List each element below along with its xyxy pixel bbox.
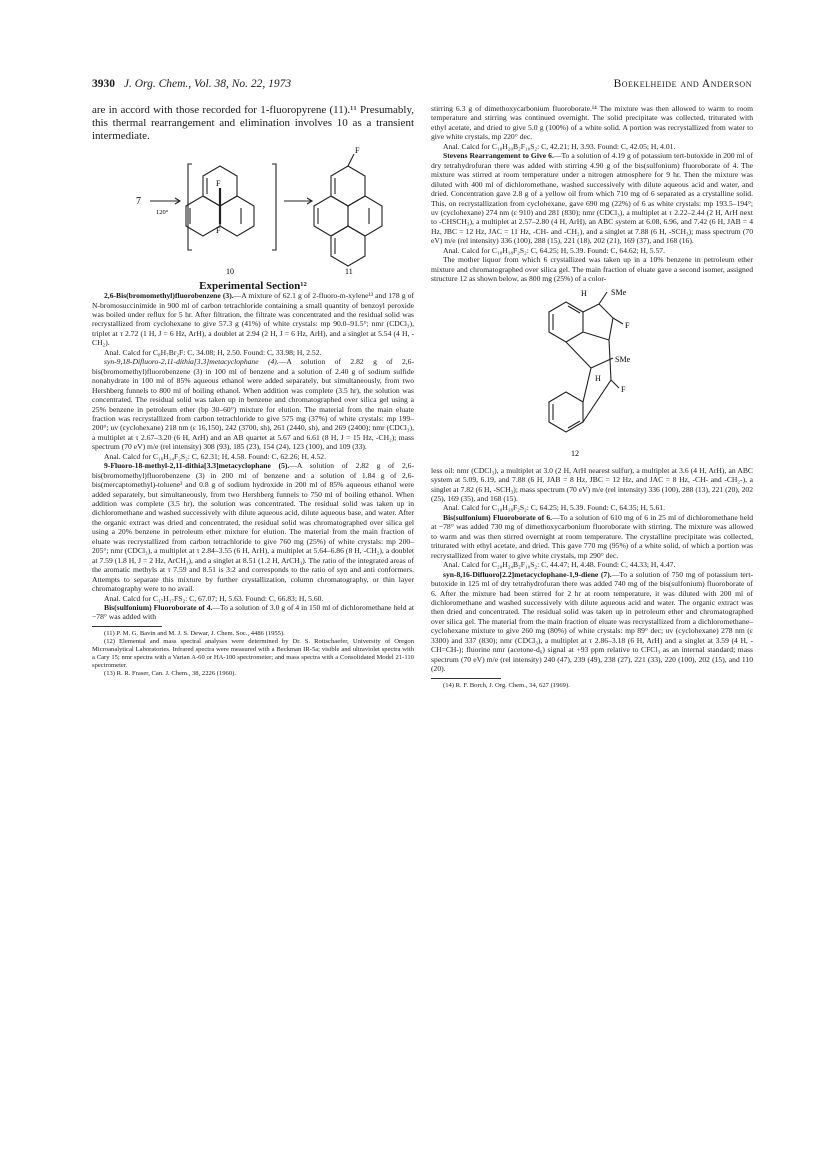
compound-5-body: —A solution of 2.82 g of 2,6-bis(bromomethyl)fluorobenzene (3) in 200 ml of benzene and a solution of 1.84 g of 2,6-bis(mercaptomethyl)-toluene³ and 0.8 g of sodium hydroxide in 200 ml of 85% aqueous ethanol were added separately, but simultaneously, from two Hershberg funnels to 750 ml of boiling ethanol. When addition was complete (3.5 hr), the solution was concentrated. The residual solid was taken up in dichloromethane and washed successively with dilute aqueous acid, dilute aqueous base, and water. After the organic extract was dried and concentrated, the residual solid was chromatographed over silica gel using a 20% benzene in petroleum ether mixture for elution. The material from the main fraction of eluate was recrystallized from carbon tetrachloride to give 760 mg (25%) of white crystals: mp 200–205°; nmr (CDCl₃), a multiplet at τ 2.84–3.55 (6 H, ArH), a multiplet at 5.64–6.86 (8 H, -CH₂), a doublet at 7.59 (1.8 H, J = 2 Hz, ArCH₃), and a singlet at 8.51 (1.2 H, ArCH₃). The ratio of the integrated areas of the aromatic methyls at τ 7.59 and 8.51 is 3:2 and corresponds to the ratio of syn and anti conformers. Attempts to separate this mixture by further crystallization, column chromatography, or thin layer chromatography were to no avail.	[92, 461, 414, 594]
footnote-12: (12) Elemental and mass spectral analyses were determined by Dr. S. Rottschaefer, University of Oregon Microanalytical Laboratories. Infrared spectra were measured with a Beckman IR-5a; visible and ultraviolet spectra with a Cary 15; nmr spectra with a Varian A-60 or HA-100 spectrometer; and mass spectra with a Consolidated Model 21-110 spectrometer.	[92, 638, 414, 670]
section-heading: Experimental Section¹²	[199, 279, 307, 292]
footnote-rule	[92, 626, 162, 627]
left-column	[92, 104, 414, 678]
page-number: 3930	[92, 78, 115, 90]
struct-f-mid: F	[621, 384, 626, 394]
page-header	[92, 78, 752, 90]
paragraph-mother-liquor: The mother liquor from which 6 crystallized was taken up in a 10% benzene in petroleum ether mixture and chromatographed over silica gel. The main fraction of eluate gave a second isomer, assigned structure 12 as shown below, as 800 mg (25%) of a color-	[431, 255, 753, 284]
paragraph-stevens	[431, 151, 753, 246]
scheme-label-temp: 120°	[156, 208, 169, 216]
paragraph-continued: stirring 6.3 g of dimethoxycarbonium fluoroborate.¹⁴ The mixture was then allowed to warm to room temperature and stirring was continued overnight. The solid precipitate was collected, triturated with ethyl acetate, and dried to give 5.0 g (100%) of a white solid. A portion was recrystallized from water to give white crystals, mp 220° dec.	[431, 104, 753, 142]
paragraph-compound-7	[431, 570, 753, 674]
structure-12-drawing	[431, 284, 753, 466]
analysis-compound-4: Anal. Calcd for C₁₆H₁₄F₂S₂: C, 62.31; H, 4.58. Found: C, 62.26; H, 4.52.	[104, 451, 326, 461]
scheme-10-to-11	[92, 144, 414, 282]
footnote-rule-right	[431, 678, 501, 679]
compound-5-title: 9-Fluoro-18-methyl-2,11-dithia[3.3]metacyclophane (5).	[104, 461, 290, 471]
struct-number-12: 12	[571, 448, 579, 458]
compound-7-body: —To a solution of 750 mg of potassium tert-butoxide in 125 ml of dry tetrahydrofuran there was added 740 mg of the bis(sulfonium) fluoroborate of 6. After the mixture had been stirred for 2 hr at room temperature, it was diluted with 200 ml of dichloromethane and washed successively with dilute aqueous acid and water. The organic extract was then dried and concentrated. The residual solid was taken up in petroleum ether and chromatographed over silica gel. The material from the main fraction of eluate was recrystallized from a dichloromethane–cyclohexane mixture to give 260 mg (80%) of white crystals: mp 89° dec; uv (cyclohexane) 278 nm (ε 3300) and 337 (830); nmr (CDCl₃), a multiplet at τ 2.86–3.18 (6 H, ArH) and a singlet at 3.59 (4 H, -CH=CH-); fluorine nmr (acetone-d₆) signal at +93 ppm relative to CFCl₃ as an internal standard; mass spectrum (70 eV) m/e (rel intensity) 240 (47), 239 (49), 238 (27), 221 (33), 220 (100), 202 (15), and 110 (20).	[431, 569, 753, 674]
analysis-compound-3: Anal. Calcd for C₈H₇Br₂F: C, 34.08; H, 2.50. Found: C, 33.98; H, 2.52.	[104, 347, 322, 357]
structure-12	[431, 284, 753, 466]
journal-citation: J. Org. Chem., Vol. 38, No. 22, 1973	[123, 78, 292, 90]
scheme-label-7: 7	[136, 195, 141, 207]
scheme-compound-11: 11	[345, 266, 353, 276]
struct-h-mid: H	[595, 373, 601, 383]
analysis-compound-6: Anal. Calcd for C₁₈H₁₈F₂S₂: C, 64.25; H, 5.39. Found: C, 64.62; H, 5.57.	[443, 245, 665, 255]
running-authors: Boekelheide and Anderson	[613, 78, 752, 90]
stevens-title: Stevens Rearrangement to Give 6.	[443, 151, 554, 161]
paragraph-compound-4	[92, 357, 414, 452]
paragraph-compound-5	[92, 461, 414, 593]
scheme-drawing	[92, 144, 414, 282]
analysis-fluoroborate-4: Anal. Calcd for C₁₈H₂₀B₂F₁₀S₂: C, 42.21; H, 3.93. Found: C, 42.05; H, 4.01.	[443, 141, 676, 151]
struct-h-top: H	[581, 288, 587, 298]
fluoroborate-6-body: —To a solution of 610 mg of 6 in 25 ml of dichloromethane held at −78° was added 730 mg of dimethoxycarbonium fluoroborate with stirring. The mixture was allowed to warm and was then stirred overnight at room temperature. The crystalline precipitate was collected, triturated with ethyl acetate, and dried. This gave 770 mg (95%) of a white solid, of which a portion was recrystallized from water to give white crystals, mp 290° dec.	[431, 512, 753, 560]
struct-f-top: F	[625, 320, 630, 330]
scheme-atom-f-bottom: F	[216, 225, 221, 235]
compound-4-body: —A solution of 2.82 g of 2,6-bis(bromomethyl)fluorobenzene (3) in 100 ml of benzene and a solution of 2.40 g of sodium sulfide nonahydrate in 100 ml of 85% aqueous ethanol were added separately, but simultaneously, from two Hershberg funnels to 800 ml of boiling ethanol. When addition was complete (3.5 hr), the solution was concentrated. The residual solid was taken up in benzene and chromatographed over silica gel using a 25% benzene in petroleum ether (bp 30–60°) mixture for elution. The material from the main eluate fraction was recrystallized from carbon tetrachloride to give 575 mg (37%) of white crystals: mp 199–200°; uv (cyclohexane) 218 nm (ε 16,150), 242 (3700, sh), 261 (2440, sh), and 269 (2400); nmr (CDCl₃), a multiplet at τ 2.67–3.20 (6 H, ArH) and an AB quartet at 5.67 and 6.61 (8 H, J = 15 Hz, -CH₂); mass spectrum (70 eV) m/e (rel intensity) 308 (93), 185 (23), 154 (24), 123 (100), and 109 (33).	[92, 357, 415, 452]
analysis-compound-5: Anal. Calcd for C₁₇H₁₇FS₂: C, 67.07; H, 5.63. Found: C, 66.83; H, 5.60.	[104, 593, 324, 603]
struct-sme-top: SMe	[611, 287, 627, 297]
analysis-compound-12: Anal. Calcd for C₁₈H₁₈F₂S₂: C, 64.25; H, 5.39. Found: C, 64.35; H, 5.61.	[443, 503, 665, 513]
scheme-atom-f-top: F	[216, 178, 221, 188]
analysis-fluoroborate-6: Anal. Calcd for C₂₀H₂₄B₂F₁₀S₂: C, 44.47; H, 4.48. Found: C, 44.33; H, 4.47.	[443, 560, 676, 570]
compound-3-body: —A mixture of 62.1 g of 2-fluoro-m-xylene¹³ and 178 g of N-bromosuccinimide in 900 ml of carbon tetrachloride containing a small quantity of benzoyl peroxide was boiled under reflux for 5 hr. After filtration, the filtrate was concentrated and the residual solid was recrystallized from cyclohexane to give 57.3 g (41%) of white crystals: mp 90.0–91.5°; nmr (CDCl₃), triplet at τ 2.72 (1 H, J = 6 Hz, ArH), a doublet at 2.94 (2 H, J = 6 Hz, ArH), and a singlet at 5.54 (4 H, -CH₂).	[92, 291, 414, 348]
compound-4-title: syn-9,18-Difluoro-2,11-dithia[3.3]metacyclophane (4).	[104, 357, 279, 367]
footnote-11: (11) P. M. G. Bavin and M. J. S. Dewar, J. Chem. Soc., 4486 (1955).	[104, 629, 285, 637]
footnote-13: (13) R. R. Fraser, Can. J. Chem., 38, 2226 (1960).	[104, 670, 236, 678]
fluoroborate-4-body: —To a solution of 3.0 g of 4 in 150 ml of dichloromethane held at −78° was added with	[92, 603, 414, 622]
compound-7-title: syn-8,16-Difluoro[2.2]metacyclophane-1,9-diene (7).	[443, 569, 612, 579]
scheme-atom-f-pyrene: F	[355, 145, 360, 155]
struct-sme-mid: SMe	[615, 354, 631, 364]
footnote-14: (14) R. F. Borch, J. Org. Chem., 34, 627 (1969).	[443, 681, 570, 689]
scheme-compound-10: 10	[226, 266, 234, 276]
right-column	[431, 104, 753, 690]
paragraph-fluoroborate-6	[431, 513, 753, 560]
fluoroborate-6-title: Bis(sulfonium) Fluoroborate of 6.	[443, 512, 553, 522]
compound-3-title: 2,6-Bis(bromomethyl)fluorobenzene (3).	[104, 291, 234, 301]
fluoroborate-4-title: Bis(sulfonium) Fluoroborate of 4.	[104, 603, 213, 613]
paragraph-compound-12: less oil: nmr (CDCl₃), a multiplet at 3.0 (2 H, ArH nearest sulfur), a multiplet at 3.6 (4 H, ArH), an ABC system at 5.09, 6.19, and 7.88 (6 H, JAB = 8 Hz, JBC = 12 Hz, and JAC = 8 Hz, -CH- and -CH₂-), a singlet at 7.82 (6 H, -SCH₃); mass spectrum (70 eV) m/e (rel intensity) 336 (100), 288 (13), 221 (20), 202 (25), 169 (35), and 168 (15).	[431, 465, 753, 503]
intro-paragraph: are in accord with those recorded for 1-fluoropyrene (11).¹¹ Presumably, this thermal rearrangement and elimination involves 10 as a transient intermediate.	[92, 104, 414, 143]
paragraph-fluoroborate-4	[92, 603, 414, 622]
stevens-body: —To a solution of 4.19 g of potassium tert-butoxide in 200 ml of dry tetrahydrofuran there was added with stirring 4.90 g of the bis(sulfonium) fluoroborate of 4. The mixture was stirred at room temperature under a nitrogen atmosphere for 9 hr. Then the mixture was diluted with 400 ml of dichloromethane, washed successively with dilute aqueous acid and water, and dried. Concentration gave 2.8 g of a yellow oil from which 710 mg of 6 separated as a crystalline solid. This, on recrystallization from cyclohexane, gave 690 mg (22%) of 6 as white crystals: mp 193.5–194°; uv (cyclohexane) 274 nm (ε 910) and 281 (830); nmr (CDCl₃), a multiplet at τ 2.22–2.44 (2 H, ArH next to -CHSCH₃), a multiplet at 2.57–2.80 (4 H, ArH), an ABC system at 6.08, 6.96, and 7.42 (6 H, JAB = 4 Hz, JBC = 12 Hz, JAC = 11 Hz, -CH- and -CH₂), and a singlet at 7.88 (6 H, -SCH₃); mass spectrum (70 eV) m/e (rel intensity) 336 (100), 288 (15), 221 (18), 202 (21), 169 (37), and 168 (16).	[431, 151, 753, 246]
paragraph-compound-3	[92, 291, 414, 348]
